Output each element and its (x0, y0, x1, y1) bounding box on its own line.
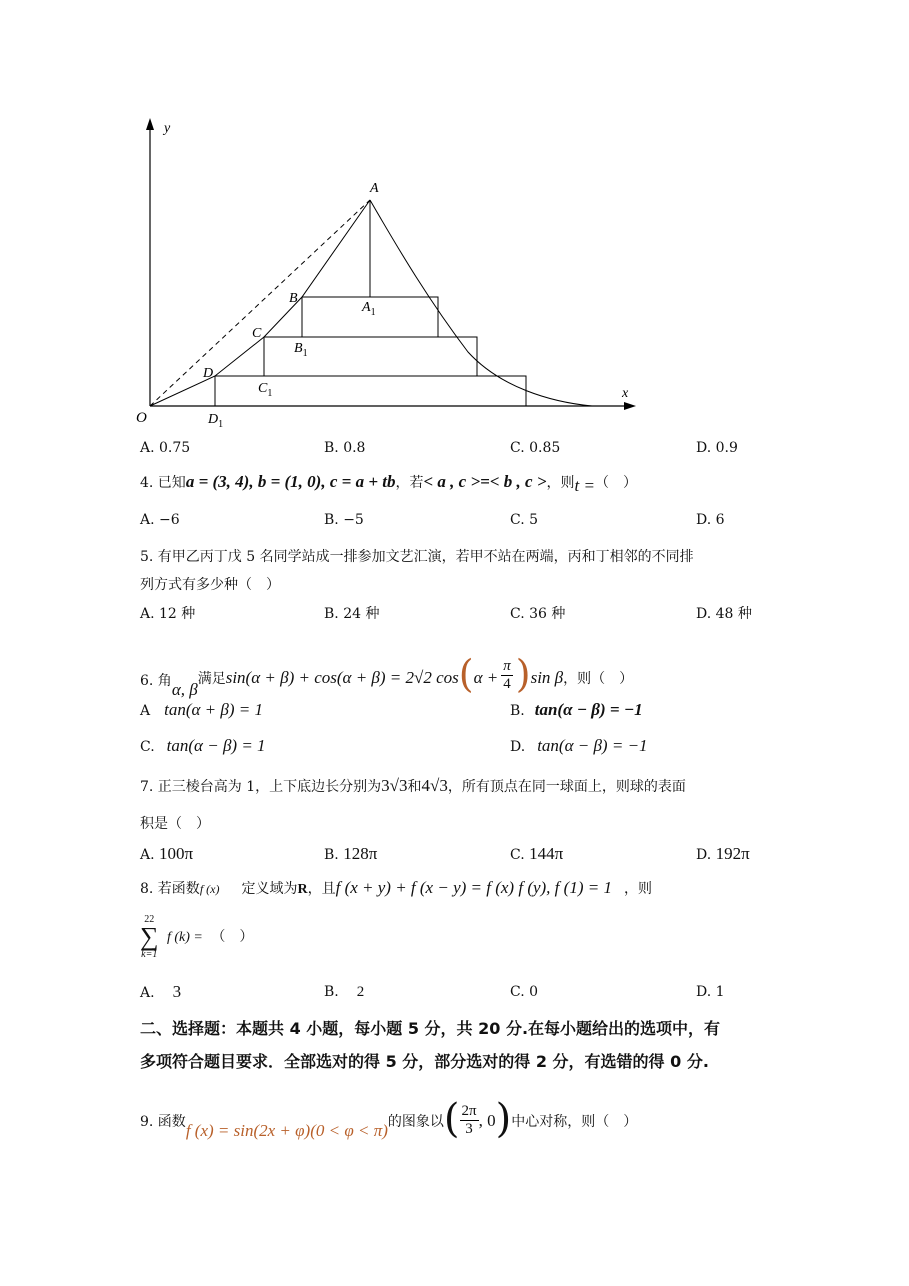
q6-rhs: sin β (530, 668, 564, 687)
q6-suffix: ，则（ ） (563, 671, 634, 687)
q7-option-d-expr: 192π (715, 844, 750, 863)
q8-option-b-expr: 2 (356, 984, 365, 1000)
q6-fraction (501, 658, 513, 693)
q6-option-a (140, 700, 263, 720)
q6-prefix: 6. 角 (140, 673, 172, 689)
q3-option-c: C. 0.85 (510, 440, 561, 456)
q8-sum-expr: f (k) = (167, 930, 203, 945)
q7-option-a-expr: 100π (159, 844, 194, 863)
q7-option-a-label: A. (140, 847, 155, 863)
q8-option-b (324, 984, 364, 1001)
q5-option-a: A. 12 种 (140, 606, 196, 622)
q6-vars: α, β (171, 680, 198, 699)
q4-t: t = (574, 476, 595, 495)
q3-option-a: A. 0.75 (140, 440, 191, 456)
q7-option-c (510, 844, 563, 864)
q5-line-2: 列方式有多少种（ ） (140, 577, 280, 593)
q6-option-b-expr: tan(α − β) = −1 (534, 700, 643, 719)
label-c: C (252, 326, 262, 341)
q3-option-b: B. 0.8 (324, 440, 366, 456)
q7-option-c-expr: 144π (529, 844, 564, 863)
section-2-line-2: 多项符合题目要求．全部选对的得 5 分，部分选对的得 2 分，有选错的得 0 分. (140, 1052, 709, 1071)
q4-option-b: B. −5 (324, 512, 364, 528)
q6-lhs: sin(α + β) + cos(α + β) = 2√2 cos (225, 668, 459, 687)
q8-sum (140, 914, 253, 960)
q9-question: 9. 函数f (x) = sin(2x + φ)(0 < φ < π)的图象以( $\frac{2\pi}{3}$ , 0)中心对称，则（ ） (140, 1096, 638, 1142)
q8-equation: f (x + y) + f (x − y) = f (x) f (y), f (1) = 1 (335, 878, 612, 897)
q8-mid2: ，且 (307, 881, 336, 897)
q8-sum-top: 22 (144, 914, 155, 925)
label-y: y (164, 121, 171, 136)
label-a: A (370, 181, 379, 196)
q6-option-a-label: A (140, 703, 151, 719)
q6-option-a-expr: tan(α + β) = 1 (164, 700, 264, 719)
dashed-line-oa (150, 200, 370, 406)
label-o: O (136, 410, 147, 426)
q7-value-1: 3√3 (381, 776, 408, 795)
q4-question (140, 472, 637, 495)
q8-end: （ ） (211, 929, 254, 945)
q4-suffix: ，则 (546, 475, 575, 491)
q6-option-d (510, 736, 648, 756)
q7-prefix: 7. 正三棱台高为 1，上下底边长分别为 (140, 779, 382, 795)
q9-fraction-den: 3 (465, 1120, 473, 1137)
q6-option-c (140, 736, 266, 756)
q8-r: R (297, 882, 308, 897)
q9-prefix: 9. 函数 (140, 1114, 186, 1130)
q9-fraction (460, 1103, 479, 1138)
q7-option-b-expr: 128π (343, 844, 378, 863)
q6-option-d-expr: tan(α − β) = −1 (537, 736, 648, 755)
q4-condition: < a , c >=< b , c > (423, 472, 547, 491)
q4-option-c: C. 5 (510, 512, 539, 528)
q9-function: f (x) = sin(2x + φ)(0 < φ < π) (185, 1121, 388, 1140)
q8-fx: f (x) (199, 882, 220, 896)
q7-line-1 (140, 776, 686, 796)
q4-option-d: D. 6 (696, 512, 725, 528)
q8-option-a (140, 982, 181, 1002)
q7-option-d-label: D. (696, 847, 712, 863)
x-axis-arrow (624, 402, 636, 410)
q7-value-2: 4√3 (421, 776, 448, 795)
q7-option-d (696, 844, 750, 864)
label-c1: $C_1$ (258, 381, 273, 399)
q7-option-a (140, 844, 193, 864)
q6-inner: α + (473, 668, 499, 687)
q3-option-d: D. 0.9 (696, 440, 738, 456)
q8-option-b-label: B. (324, 984, 339, 1000)
q6-fraction-num: π (503, 657, 511, 674)
q9-mid: 的图象以 (387, 1114, 444, 1130)
q4-mid: ，若 (395, 475, 424, 491)
q5-option-d: D. 48 种 (696, 606, 752, 622)
q4-end: （ ） (594, 475, 637, 491)
label-a1: $A_1$ (362, 300, 376, 318)
q8-option-a-expr: 3 (172, 982, 182, 1001)
q7-suffix: ，所有顶点在同一球面上，则球的表面 (447, 779, 686, 795)
q5-line-1: 5. 有甲乙丙丁戊 5 名同学站成一排参加文艺汇演，若甲不站在两端，丙和丁相邻的不同排 (140, 549, 694, 565)
label-x: x (622, 386, 629, 401)
q9-fraction-num: 2π (461, 1102, 477, 1119)
q7-and: 和 (407, 779, 422, 795)
q6-option-d-label: D. (510, 739, 526, 755)
geometry-figure (130, 112, 650, 437)
q4-prefix: 4. 已知 (140, 475, 186, 491)
q7-option-b (324, 844, 377, 864)
q8-prefix: 8. 若函数 (140, 881, 200, 897)
q4-vectors: a = (3, 4), b = (1, 0), c = a + tb (185, 472, 396, 491)
q9-suffix: 中心对称，则（ ） (511, 1114, 638, 1130)
section-2-line-1: 二、选择题：本题共 4 小题，每小题 5 分，共 20 分.在每小题给出的选项中，有 (140, 1019, 721, 1038)
label-d1: $D_1$ (208, 412, 224, 430)
q5-option-c: C. 36 种 (510, 606, 566, 622)
q8-line-1 (140, 878, 652, 898)
q6-question: 6. 角α, β满足sin(α + β) + cos(α + β) = 2√2 cos(α + $\frac{\pi}{4}$ )sin β，则（ ） (140, 652, 634, 699)
label-b: B (289, 291, 298, 306)
q7-option-c-label: C. (510, 847, 525, 863)
q6-option-b-label: B. (510, 703, 525, 719)
right-curve (370, 200, 592, 406)
q8-suffix: ，则 (623, 881, 652, 897)
q9-zero: , 0 (478, 1111, 496, 1130)
q6-fraction-den: 4 (503, 675, 511, 692)
q8-option-a-label: A. (140, 985, 155, 1001)
q7-option-b-label: B. (324, 847, 339, 863)
q6-mid: 满足 (197, 671, 226, 687)
q6-option-c-label: C. (140, 739, 155, 755)
q8-sum-symbol: ∑ (140, 922, 159, 951)
label-b1: $B_1$ (294, 341, 308, 359)
q4-option-a: A. −6 (140, 512, 180, 528)
q7-line-2: 积是（ ） (140, 816, 210, 832)
q8-option-c: C. 0 (510, 984, 539, 1000)
q6-option-b (510, 700, 643, 720)
q5-option-b: B. 24 种 (324, 606, 380, 622)
q8-mid: 定义域为 (241, 881, 298, 897)
q8-sum-block (140, 914, 159, 960)
q6-option-c-expr: tan(α − β) = 1 (166, 736, 266, 755)
y-axis-arrow (146, 118, 154, 130)
label-d: D (203, 366, 214, 381)
q8-option-d: D. 1 (696, 984, 725, 1000)
q8-sum-bottom: k=1 (141, 949, 158, 960)
